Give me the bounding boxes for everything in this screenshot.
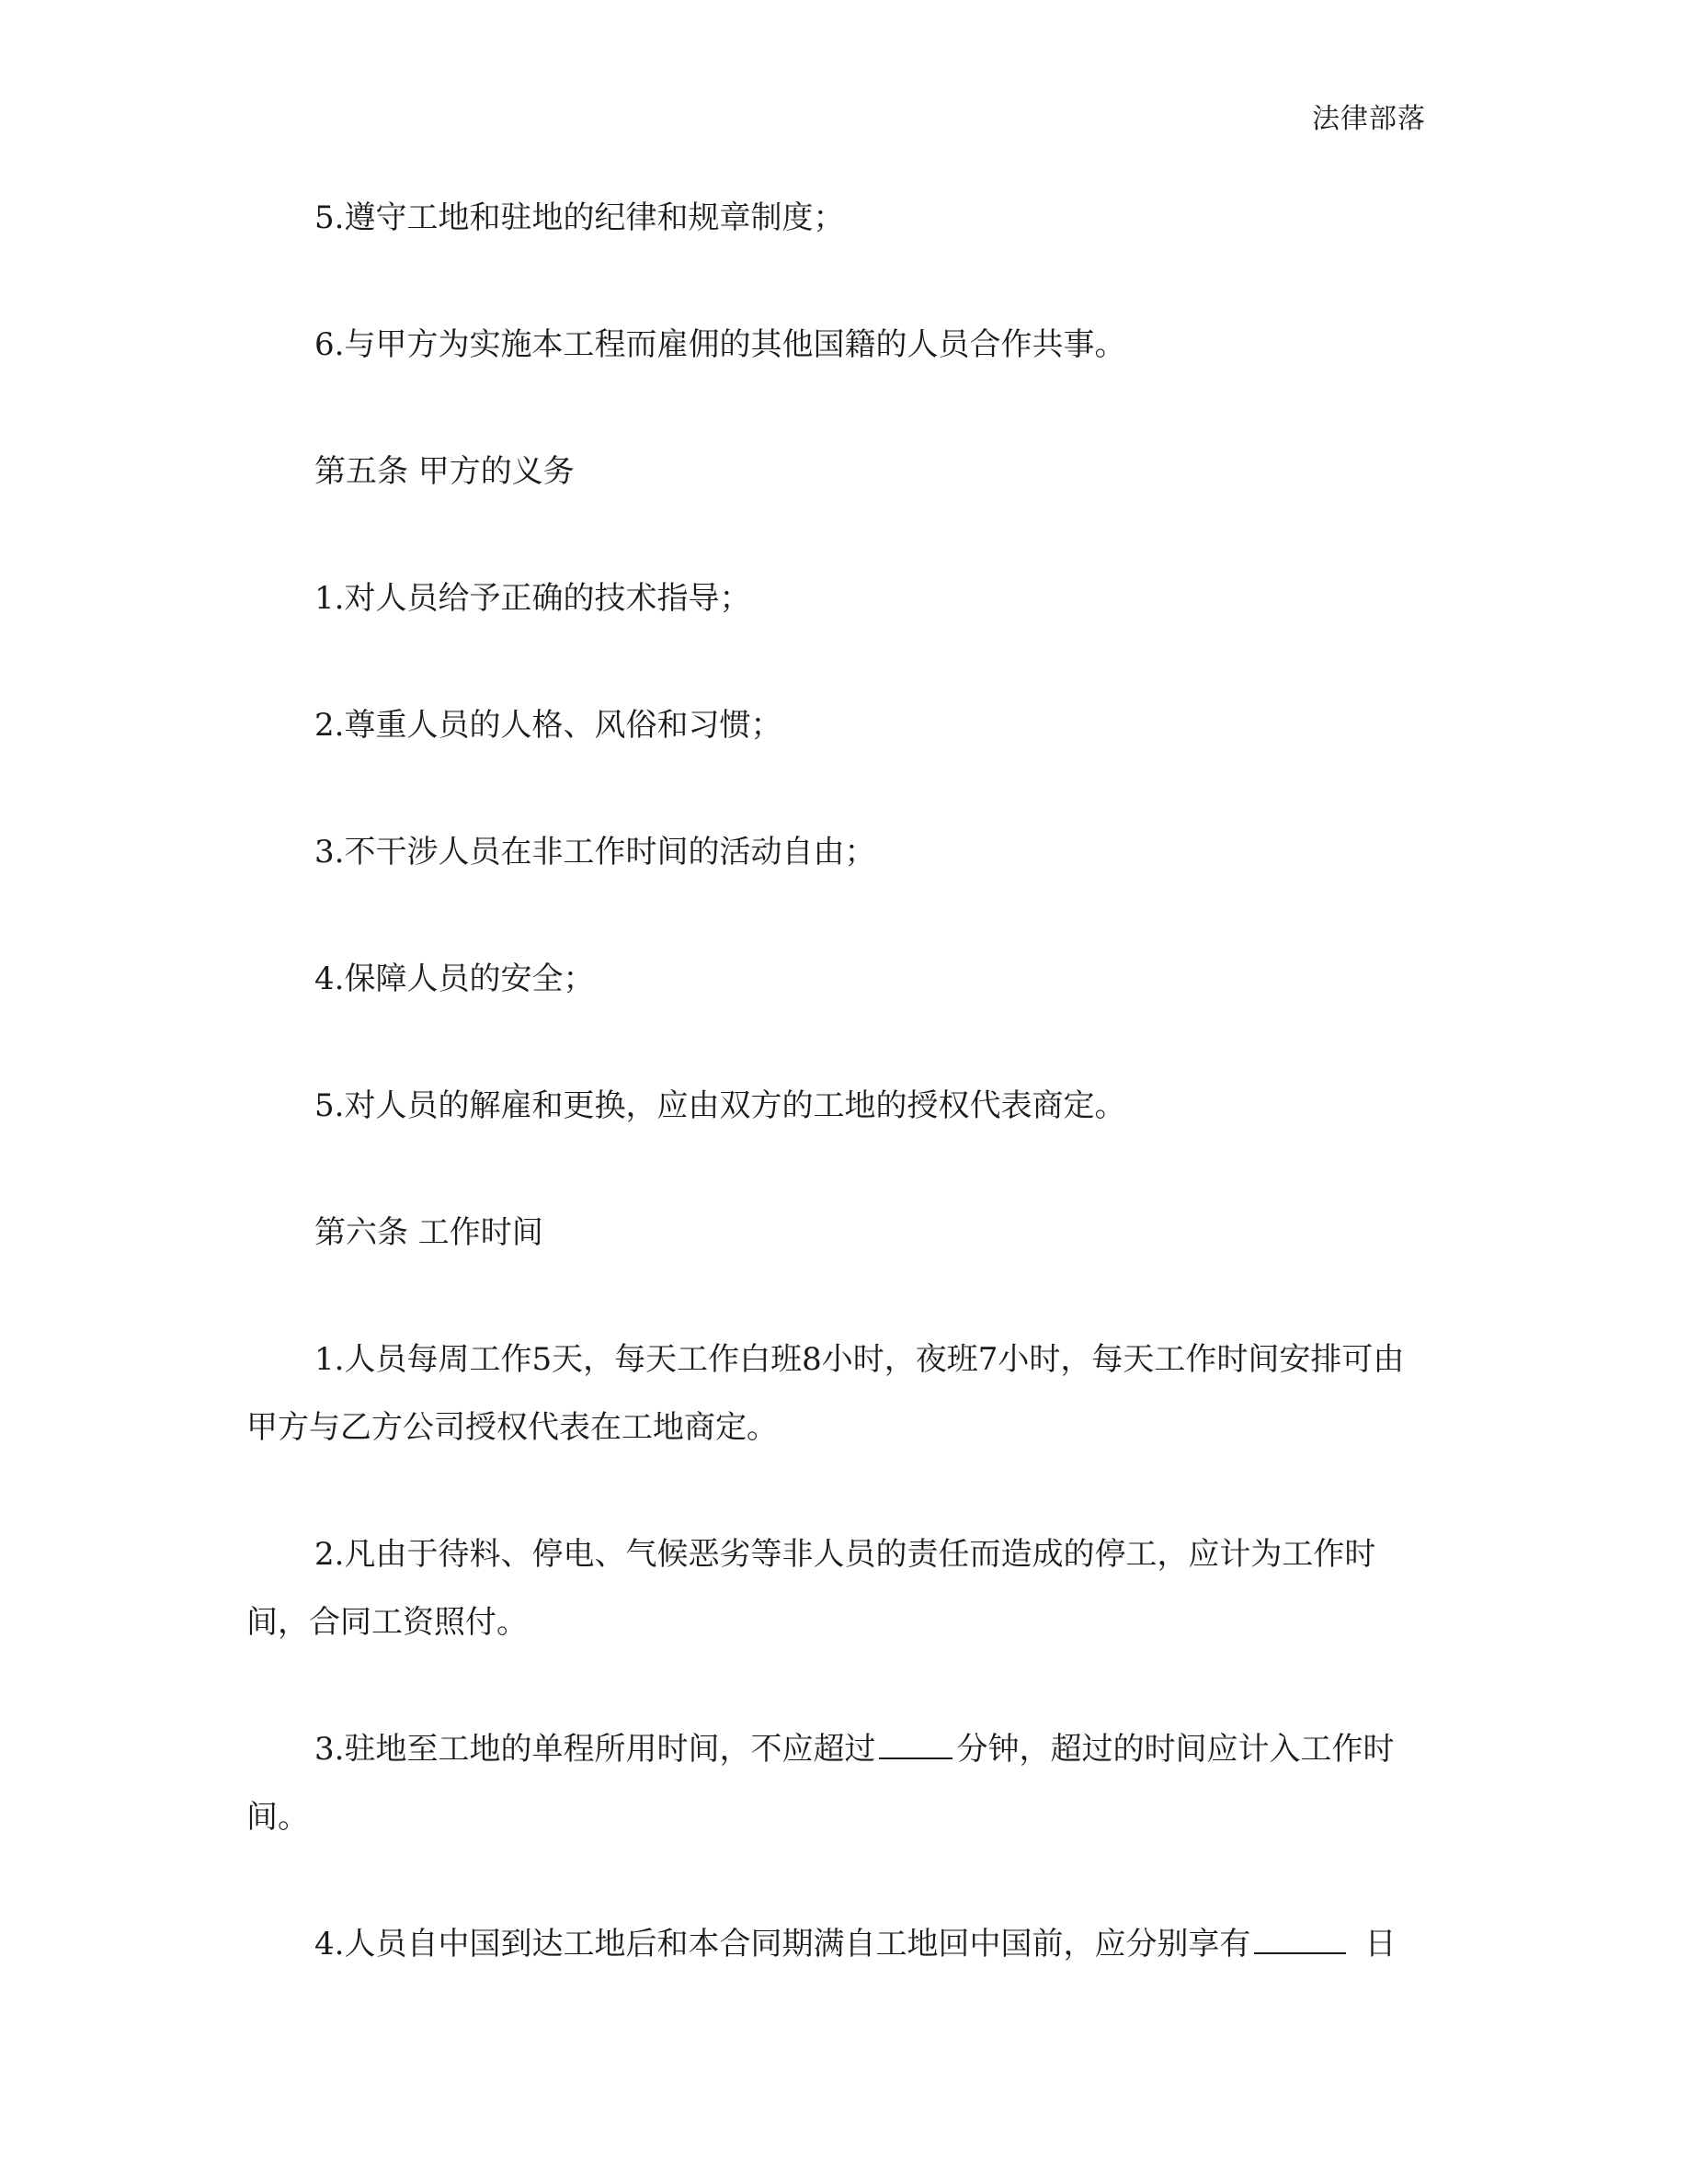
paragraph-text-line <box>246 1910 1442 1978</box>
fill-in-blank-days[interactable] <box>1254 1921 1346 1954</box>
text-segment: 日 <box>1364 1926 1397 1962</box>
paragraph-2-respect <box>246 691 1510 759</box>
paragraph-text-line: 1.人员每周工作5天，每天工作白班8小时，夜班7小时，每天工作时间安排可由 <box>314 1341 1405 1378</box>
fill-in-blank-minutes[interactable] <box>879 1726 952 1759</box>
section-heading-text: 第六条 工作时间 <box>314 1214 543 1251</box>
section-heading-article-6 <box>246 1199 1510 1267</box>
paragraph-3-freedom <box>246 818 1510 886</box>
paragraph-text-line <box>246 1715 1442 1783</box>
paragraph-1-technical-guidance <box>246 564 1510 632</box>
paragraph-5-dismissal <box>246 1072 1510 1140</box>
paragraph-text: 5.对人员的解雇和更换，应由双方的工地的授权代表商定。 <box>314 1087 1126 1124</box>
paragraph-text: 4.保障人员的安全； <box>314 961 595 997</box>
paragraph-text-line: 甲方与乙方公司授权代表在工地商定。 <box>246 1409 778 1446</box>
paragraph-4-rest-days <box>246 1910 1442 1978</box>
paragraph-text: 3.不干涉人员在非工作时间的活动自由； <box>314 834 876 870</box>
page-header-brand: 法律部落 <box>1312 103 1426 135</box>
section-heading-text: 第五条 甲方的义务 <box>314 453 575 490</box>
paragraph-6-cooperate <box>246 311 1510 379</box>
paragraph-text: 2.尊重人员的人格、风俗和习惯； <box>314 707 782 744</box>
paragraph-5-obey-rules <box>246 184 1510 252</box>
paragraph-4-safety <box>246 945 1510 1013</box>
paragraph-text-line: 间，合同工资照付。 <box>246 1604 528 1641</box>
paragraph-text-line: 间。 <box>246 1799 309 1836</box>
text-segment: 4.人员自中国到达工地后和本合同期满自工地回中国前，应分别享有 <box>314 1926 1251 1962</box>
paragraph-text: 5.遵守工地和驻地的纪律和规章制度； <box>314 199 845 236</box>
section-heading-article-5 <box>246 438 1510 506</box>
paragraph-text: 6.与甲方为实施本工程而雇佣的其他国籍的人员合作共事。 <box>314 326 1126 363</box>
text-segment: 分钟，超过的时间应计入工作时 <box>956 1731 1395 1768</box>
paragraph-text: 1.对人员给予正确的技术指导； <box>314 580 751 617</box>
paragraph-1-working-days <box>246 1325 1442 1462</box>
paragraph-2-stoppage <box>246 1520 1442 1656</box>
paragraph-3-commute-time <box>246 1715 1442 1851</box>
paragraph-text-line: 2.凡由于待料、停电、气候恶劣等非人员的责任而造成的停工，应计为工作时 <box>314 1536 1376 1573</box>
text-segment: 3.驻地至工地的单程所用时间，不应超过 <box>314 1731 876 1768</box>
